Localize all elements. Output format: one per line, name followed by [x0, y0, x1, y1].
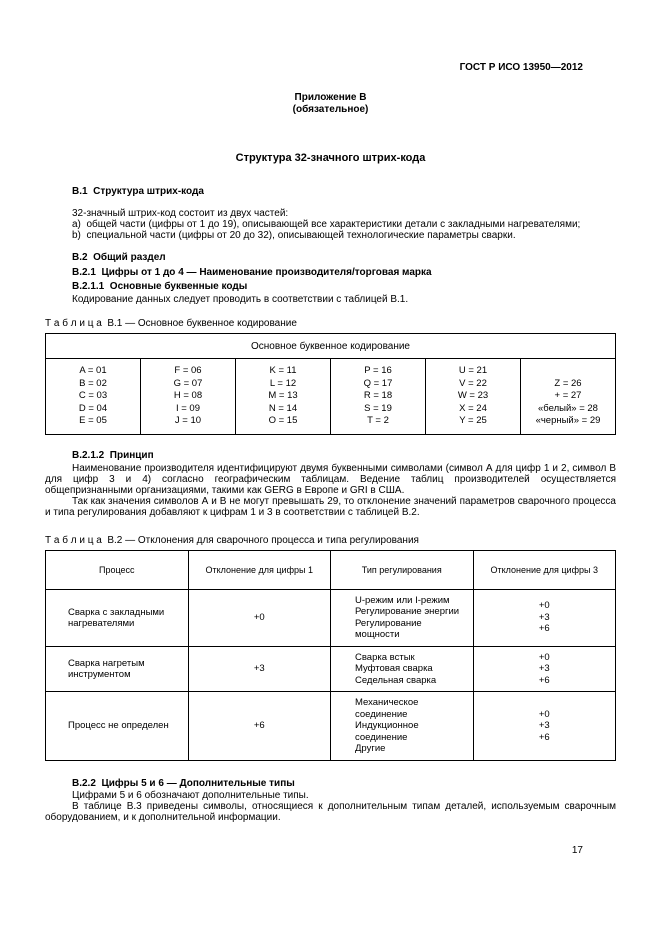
b212-para1: Наименование производителя идентифицируют двумя буквенными символами (символ А для цифр 1 и 2, символ В для цифр 3 и 4) согласно географическим таблицам. Ведение таблиц производителей осуществляется общепризнанными организациями, такими как GERG в Европе и GRI в США.	[45, 462, 616, 496]
b1-intro: 32-значный штрих-код состоит из двух частей:	[72, 208, 289, 219]
code-cell: C = 03	[78, 390, 108, 401]
code-cell: T = 2	[367, 415, 389, 426]
col-header-regulation-type: Тип регулирования	[331, 550, 474, 589]
table-b1	[45, 333, 616, 435]
table-b2	[45, 550, 616, 761]
table-b2-header-row	[46, 550, 616, 589]
section-heading-b2: В.2 Общий раздел	[72, 252, 166, 263]
col-header-offset1: Отклонение для цифры 1	[188, 550, 331, 589]
offset3-value: +6	[538, 674, 550, 686]
table-b1-col-4	[331, 359, 426, 435]
table-b1-caption: Т а б л и ц а В.1 — Основное буквенное кодирование	[45, 318, 297, 329]
regulation-types-cell	[331, 589, 474, 646]
table-b1-col-1	[46, 359, 141, 435]
section-heading-b22: В.2.2 Цифры 5 и 6 — Дополнительные типы	[72, 777, 295, 789]
code-cell: Q = 17	[363, 377, 393, 389]
table-b2-row-1	[46, 589, 616, 646]
regulation-type: Другие	[355, 743, 386, 754]
offset1-cell: +0	[188, 589, 331, 646]
offset3-value: +0	[538, 600, 550, 612]
code-cell: I = 09	[175, 402, 201, 414]
regulation-types-cell	[331, 692, 474, 761]
appendix-name: Приложение В	[294, 92, 367, 103]
b22-para1: Цифрами 5 и 6 обозначают дополнительные типы.	[72, 789, 309, 801]
offset3-value: +6	[538, 731, 550, 743]
appendix-header	[45, 92, 616, 116]
section-heading-b211: В.2.1.1 Основные буквенные коды	[72, 281, 248, 292]
table-b2-row-2	[46, 646, 616, 692]
table-b2-caption: Т а б л и ц а В.2 — Отклонения для сварочного процесса и типа регулирования	[45, 534, 419, 546]
code-cell: W = 23	[457, 390, 489, 401]
code-cell: S = 19	[364, 402, 392, 414]
code-cell: N = 14	[268, 402, 298, 414]
offset3-value: +3	[538, 720, 550, 731]
table-b1-col-5	[426, 359, 521, 435]
code-cell: X = 24	[459, 402, 487, 414]
code-cell: V = 22	[459, 377, 487, 389]
code-cell: H = 08	[173, 390, 203, 401]
code-cell: L = 12	[269, 377, 297, 389]
b1-item-b: b) специальной части (цифры от 20 до 32), описывающей технологические параметры сварки.	[72, 230, 516, 241]
offset3-cell	[473, 692, 616, 761]
table-b2-row-3	[46, 692, 616, 761]
regulation-type: Индукционное соединение	[355, 720, 419, 743]
code-cell: «черный» = 29	[535, 415, 601, 426]
b22-para2: В таблице В.3 приведены символы, относящиеся к дополнительным типам деталей, используемым сварочным оборудованием, и к дополнительной информации.	[45, 800, 616, 823]
table-b1-body-row	[46, 359, 616, 435]
section-heading-b21: В.2.1 Цифры от 1 до 4 — Наименование производителя/торговая марка	[72, 267, 432, 278]
code-cell: G = 07	[173, 377, 203, 389]
process-cell: Процесс не определен	[46, 692, 189, 761]
page-number: 17	[571, 845, 583, 856]
code-cell: Z = 26	[554, 377, 582, 389]
offset3-value: +0	[538, 708, 550, 720]
regulation-type: Муфтовая сварка	[355, 663, 433, 674]
code-cell: F = 06	[174, 365, 202, 376]
code-cell: E = 05	[79, 415, 107, 426]
table-b1-header-cell: Основное буквенное кодирование	[46, 334, 616, 359]
code-cell	[523, 365, 613, 378]
b211-text: Кодирование данных следует проводить в соответствии с таблицей В.1.	[72, 294, 409, 305]
code-cell: P = 16	[364, 365, 392, 376]
offset1-cell: +6	[188, 692, 331, 761]
doc-number: ГОСТ Р ИСО 13950—2012	[459, 62, 583, 73]
code-cell: J = 10	[174, 415, 202, 426]
page-title: Структура 32-значного штрих-кода	[235, 152, 426, 164]
code-cell: Y = 25	[459, 415, 487, 426]
code-cell: U = 21	[458, 365, 488, 376]
regulation-type: Регулирование энергии	[355, 606, 460, 617]
code-cell: «белый» = 28	[538, 402, 598, 414]
regulation-types-cell	[331, 646, 474, 692]
table-b1-col-2	[141, 359, 236, 435]
offset3-value: +3	[538, 663, 550, 674]
table-b1-col-3	[236, 359, 331, 435]
col-header-offset3: Отклонение для цифры 3	[473, 550, 616, 589]
b1-item-a: а) общей части (цифры от 1 до 19), описывающей все характеристики детали с закладными нагревателями;	[72, 219, 581, 230]
offset3-value: +6	[538, 623, 550, 635]
regulation-type: Сварка встык	[355, 651, 415, 663]
code-cell: K = 11	[269, 365, 297, 376]
regulation-type: Регулирование мощности	[355, 617, 422, 640]
appendix-type: (обязательное)	[292, 104, 369, 115]
section-heading-b1: В.1 Структура штрих-кода	[72, 186, 204, 197]
code-cell: + = 27	[554, 390, 582, 401]
offset3-value: +3	[538, 611, 550, 623]
code-cell: B = 02	[79, 377, 107, 389]
table-b1-header-row	[46, 334, 616, 359]
code-cell: O = 15	[268, 415, 298, 426]
col-header-process: Процесс	[46, 550, 189, 589]
process-cell: Сварка с закладными нагревателями	[46, 589, 189, 646]
process-cell: Сварка нагретым инструментом	[46, 646, 189, 692]
code-cell: D = 04	[78, 402, 108, 414]
offset3-cell	[473, 589, 616, 646]
table-b1-col-6	[521, 359, 616, 435]
offset3-cell	[473, 646, 616, 692]
offset3-value: +0	[538, 651, 550, 663]
regulation-type: U-режим или I-режим	[355, 594, 450, 606]
b212-para2: Так как значения символов А и В не могут превышать 29, то отклонение значений параметров сварочного процесса и типа регулирования добавляют к цифрам 1 и 3 в соответствии с таблицей В.2.	[45, 495, 616, 518]
regulation-type: Седельная сварка	[355, 674, 437, 686]
regulation-type: Механическое соединение	[355, 697, 419, 720]
offset1-cell: +3	[188, 646, 331, 692]
section-heading-b212: В.2.1.2 Принцип	[72, 449, 154, 461]
code-cell: A = 01	[79, 365, 107, 376]
code-cell: R = 18	[363, 390, 393, 401]
code-cell: M = 13	[268, 390, 298, 401]
